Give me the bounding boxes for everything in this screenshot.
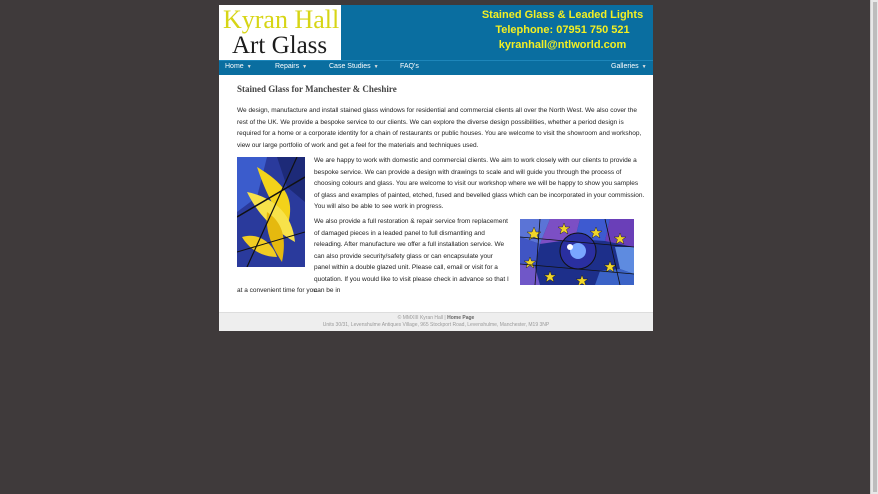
logo-line-1: Kyran Hall bbox=[223, 5, 340, 34]
telephone: Telephone: 07951 750 521 bbox=[495, 24, 630, 36]
footer-copyright-line bbox=[219, 313, 653, 322]
footer-address: Units 30/31, Levenshulme Antiques Village, 965 Stockport Road, Levenshulme, Manchester, M19 3NP bbox=[322, 322, 550, 328]
logo[interactable] bbox=[219, 5, 341, 60]
main-nav bbox=[219, 60, 653, 75]
chevron-down-icon: ▼ bbox=[641, 64, 647, 70]
page-title: Stained Glass for Manchester & Cheshire bbox=[237, 84, 397, 94]
services-paragraph: We are happy to work with domestic and commercial clients. We aim to work closely with our clients to provide a bespoke service. We can provide a design with drawings to scale and will guide you through the process of choosing colours and glass. You are welcome to visit our workshop where we will be happy to show you samples of glass and examples of painted, etched, fused and bevelled glass which can be incorporated in your commission. You will also be able to see work in progress. bbox=[314, 157, 645, 210]
nav-item-faqs[interactable] bbox=[400, 62, 419, 72]
tagline: Stained Glass & Leaded Lights bbox=[481, 9, 644, 21]
repairs-paragraph: We also provide a full restoration & repair service from replacement of damaged pieces in a leaded panel to full dismantling and releading. After manufacture we offer a full installation service. We can also provide security/safety glass or can encapsulate your panel within a double glazed unit. Please call, email or visit for a quotation. If you would like to visit please check in advance so that I can be in bbox=[314, 218, 509, 294]
site-header bbox=[219, 5, 653, 60]
scrollbar-thumb[interactable] bbox=[873, 2, 877, 492]
email-link[interactable]: kyranhall@ntlworld.com bbox=[498, 39, 627, 51]
copyright-text: © MMXIII Kyran Hall | bbox=[397, 315, 448, 321]
page-scrollbar[interactable] bbox=[870, 0, 878, 494]
nav-label-faqs: FAQ's bbox=[400, 63, 419, 70]
page-container bbox=[219, 5, 653, 330]
main-content bbox=[219, 75, 653, 311]
chevron-down-icon: ▼ bbox=[246, 64, 252, 70]
chevron-down-icon: ▼ bbox=[302, 64, 308, 70]
intro-paragraph: We design, manufacture and install stained glass windows for residential and commercial clients all over the North West. We also cover the rest of the UK. We provide a bespoke service to our clients. We can explore the diverse design possibilities, whether a period design is required for a home or a corporate identity for a chain of restaurants or public houses. You are welcome to visit the showroom and workshop, view our large portfolio of work and get a feel for the materials and techniques used. bbox=[237, 107, 642, 149]
nav-item-galleries[interactable] bbox=[611, 62, 647, 72]
stained-glass-image-stars bbox=[520, 219, 634, 285]
nav-label-galleries: Galleries bbox=[611, 63, 639, 70]
nav-label-home: Home bbox=[225, 63, 244, 70]
nav-label-case-studies: Case Studies bbox=[329, 63, 371, 70]
repairs-paragraph-end: at a convenient time for you. bbox=[237, 287, 319, 294]
nav-item-repairs[interactable] bbox=[275, 62, 307, 72]
stained-glass-image-lily bbox=[237, 157, 305, 267]
footer-home-link[interactable]: Home Page bbox=[447, 315, 475, 321]
chevron-down-icon: ▼ bbox=[373, 64, 379, 70]
nav-item-case-studies[interactable] bbox=[329, 62, 379, 72]
logo-line-2: Art Glass bbox=[232, 32, 328, 59]
nav-label-repairs: Repairs bbox=[275, 63, 300, 70]
site-footer bbox=[219, 312, 653, 331]
nav-item-home[interactable] bbox=[225, 62, 252, 72]
